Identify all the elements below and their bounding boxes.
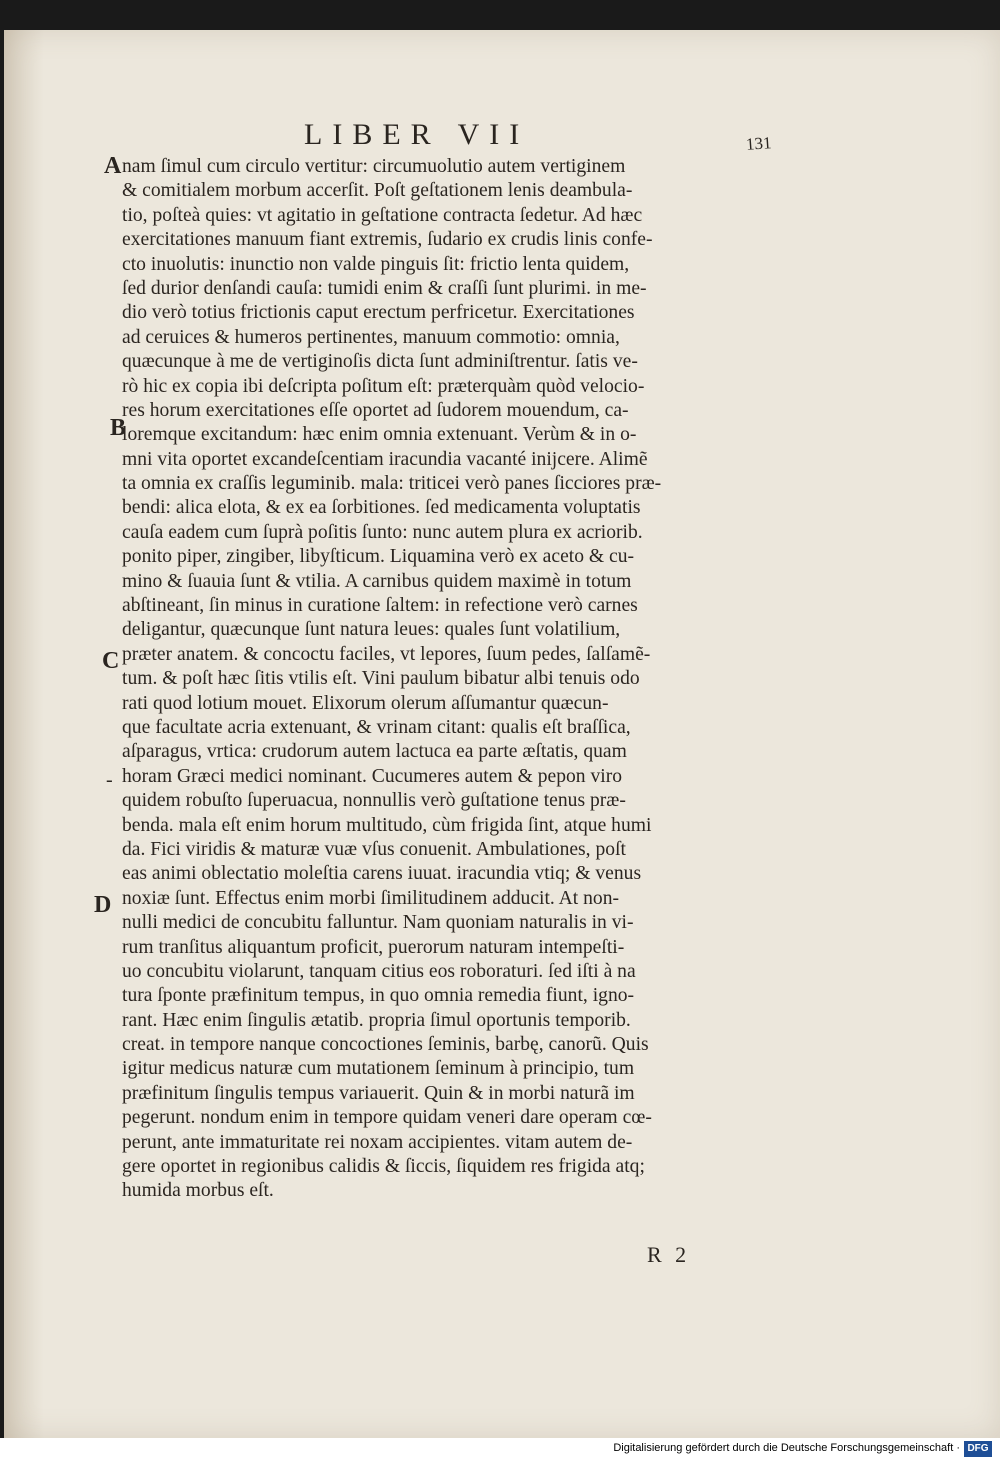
margin-marker-c: C xyxy=(102,648,120,674)
text-line: quæcunque à me de vertiginoſis dicta ſunt adminiſtrentur. ſatis ve- xyxy=(122,351,638,373)
text-line: exercitationes manuum fiant extremis, ſudario ex crudis linis confe- xyxy=(122,229,653,251)
text-line: dio verò totius frictionis caput erectum perfricetur. Exercitationes xyxy=(122,302,635,324)
text-line: deligantur, quæcunque ſunt natura leues: quales ſunt volatilium, xyxy=(122,619,621,641)
text-line: rant. Hæc enim ſingulis ætatib. propria ſimul oportunis temporib. xyxy=(122,1009,631,1031)
body-text xyxy=(122,155,802,1204)
text-line: creat. in tempore nanque concoctiones ſeminis, barbę, canorũ. Quis xyxy=(122,1034,649,1056)
text-line: ſed durior denſandi cauſa: tumidi enim & craſſi ſunt plurimi. in me- xyxy=(122,277,647,299)
book-page: LIBER VII 131 A B C D - nam ſimul cum circulo vertitur: circumuolutio autem vertiginem & comitialem morbum accerſit. Poſt geſtationem lenis deambula- tio, poſteà quies: vt agitatio in geſtatione contracta ſedetur. Ad hæc exercitationes manuum fiant extremis, ſudario ex crudis linis confe- cto inuolutis: inunctio non valde pinguis ſit: frictio lenta quidem, ſed durior denſandi cauſa: tumidi enim & craſſi ſunt plurimi. in me- dio verò totius frictionis caput erectum perfricetur. Exercitationes ad ceruices & humeros pertinentes, manuum commotio: omnia, quæcunque à me de vertiginoſis dicta ſunt adminiſtrentur. ſatis ve- rò hic ex copia ibi deſcripta poſitum eſt: præterquàm quòd velocio- res horum exercitationes eſſe oportet ad ſudorem mouendum, ca- loremque excitandum: hæc enim omnia extenuant. Verùm & in o- mni vita oportet excandeſcentiam iracundia vacanté inijcere. Alimẽ ta omnia ex craſſis leguminib. mala: triticei verò panes ſicciores præ- bendi: alica elota, & ex ea ſorbitiones. ſed medicamenta voluptatis cauſa eadem cum ſuprà poſitis ſunto: nunc autem plura ex acriorib. ponito piper, zingiber, libyſticum. Liquamina verò ex aceto & cu- mino & ſuauia ſunt & vtilia. A carnibus quidem maximè in totum abſtineant, ſin minus in curatione ſaltem: in refectione verò carnes deligantur, quæcunque ſunt natura leues: quales ſunt volatilium, præter anatem. & concoctu faciles, vt lepores, ſuum pedes, ſalſamẽ- tum. & poſt hæc ſitis vtilis eſt. Vini paulum bibatur albi tenuis odo rati quod lotium mouet. Elixorum olerum aſſumantur quæcun- que facultate acria extenuant, & vrinam citant: qualis eſt braſſica, aſparagus, vrtica: crudorum autem lactuca ea parte æſtatis, quam horam Græci medici nominant. Cucumeres autem & pepon viro quidem robuſto ſuperuacua, nonnullis verò guſtatione tenus præ- benda. mala eſt enim horum multitudo, cùm frigida ſint, atque humi da. Fici viridis & maturæ vuæ vſus conuenit. Ambulationes, poſt eas animi oblectatio moleſtia carens iuuat. iracundia vtiq; & venus noxiæ ſunt. Effectus enim morbi ſimilitudinem adducit. At non- nulli medici de concubitu falluntur. Nam quoniam naturalis in vi- rum tranſitus aliquantum proficit, puerorum naturam intempeſti- uo concubitu violarunt, tanquam citius eos roboraturi. ſed iſti à na tura ſponte præfinitum tempus, in quo omnia remedia fiunt, igno- rant. Hæc enim ſingulis ætatib. propria ſimul oportunis temporib. creat. in tempore nanque concoctiones ſeminis, barbę, canorũ. Quis igitur medicus naturæ cum mutationem ſeminum à principio, tum præfinitum ſingulis tempus variauerit. Quin & in morbi naturã im pegerunt. nondum enim in tempore quidam veneri dare operam cœ- perunt, ante immaturitate rei noxam accipientes. vitam autem de- gere oportet in regionibus calidis & ſiccis, ſiquidem res frigida atq; humida morbus eſt. R 2 xyxy=(4,30,1000,1438)
text-line: gere oportet in regionibus calidis & ſiccis, ſiquidem res frigida atq; xyxy=(122,1156,645,1178)
text-line: pegerunt. nondum enim in tempore quidam veneri dare operam cœ- xyxy=(122,1107,652,1129)
text-line: cto inuolutis: inunctio non valde pinguis ſit: frictio lenta quidem, xyxy=(122,253,630,275)
text-line: eas animi oblectatio moleſtia carens iuuat. iracundia vtiq; & venus xyxy=(122,863,642,885)
text-line: tio, poſteà quies: vt agitatio in geſtatione contracta ſedetur. Ad hæc xyxy=(122,204,643,226)
text-line: perunt, ante immaturitate rei noxam accipientes. vitam autem de- xyxy=(122,1131,633,1153)
text-line: quidem robuſto ſuperuacua, nonnullis verò guſtatione tenus præ- xyxy=(122,790,626,812)
text-line: tum. & poſt hæc ſitis vtilis eſt. Vini paulum bibatur albi tenuis odo xyxy=(122,668,640,690)
text-line: bendi: alica elota, & ex ea ſorbitiones. ſed medicamenta voluptatis xyxy=(122,497,641,519)
text-line: rum tranſitus aliquantum proficit, puerorum naturam intempeſti- xyxy=(122,936,625,958)
margin-marker-b: B xyxy=(110,415,127,441)
text-line: nulli medici de concubitu falluntur. Nam quoniam naturalis in vi- xyxy=(122,912,634,934)
text-line: nam ſimul cum circulo vertitur: circumuolutio autem vertiginem xyxy=(122,156,626,177)
margin-marker-d: D xyxy=(94,892,112,918)
text-line: que facultate acria extenuant, & vrinam citant: qualis eſt braſſica, xyxy=(122,716,631,738)
text-line: rati quod lotium mouet. Elixorum olerum aſſumantur quæcun- xyxy=(122,692,609,714)
text-line: tura ſponte præfinitum tempus, in quo omnia remedia fiunt, igno- xyxy=(122,985,635,1007)
folio-number: 131 xyxy=(745,133,773,154)
text-line: loremque excitandum: hæc enim omnia extenuant. Verùm & in o- xyxy=(122,424,637,446)
running-head: LIBER VII xyxy=(304,118,530,151)
catchword: R 2 xyxy=(647,1242,691,1267)
text-line: aſparagus, vrtica: crudorum autem lactuca ea parte æſtatis, quam xyxy=(122,741,627,763)
funding-credit: Digitalisierung gefördert durch die Deutsche Forschungsgemeinschaft · xyxy=(613,1442,960,1454)
text-line: da. Fici viridis & maturæ vuæ vſus conuenit. Ambulationes, poſt xyxy=(122,838,626,860)
text-line: igitur medicus naturæ cum mutationem ſeminum à principio, tum xyxy=(122,1058,635,1080)
text-line: præter anatem. & concoctu faciles, vt lepores, ſuum pedes, ſalſamẽ- xyxy=(122,643,651,665)
text-line: benda. mala eſt enim horum multitudo, cùm frigida ſint, atque humi xyxy=(122,814,652,836)
text-line: mino & ſuauia ſunt & vtilia. A carnibus quidem maximè in totum xyxy=(122,570,632,592)
text-line: & comitialem morbum accerſit. Poſt geſtationem lenis deambula- xyxy=(122,180,633,202)
text-line: præfinitum ſingulis tempus variauerit. Quin & in morbi naturã im xyxy=(122,1082,635,1104)
text-line: abſtineant, ſin minus in curatione ſaltem: in refectione verò carnes xyxy=(122,595,638,617)
dfg-logo: DFG xyxy=(964,1441,992,1457)
margin-marker-a: A xyxy=(104,153,122,179)
text-line: humida morbus eſt. xyxy=(122,1180,274,1202)
text-line: mni vita oportet excandeſcentiam iracundia vacanté inijcere. Alimẽ xyxy=(122,448,648,470)
text-line: ponito piper, zingiber, libyſticum. Liquamina verò ex aceto & cu- xyxy=(122,546,635,568)
text-line: uo concubitu violarunt, tanquam citius eos roboraturi. ſed iſti à na xyxy=(122,960,636,982)
text-line: noxiæ ſunt. Effectus enim morbi ſimilitudinem adducit. At non- xyxy=(122,887,620,909)
text-line: cauſa eadem cum ſuprà poſitis ſunto: nunc autem plura ex acriorib. xyxy=(122,521,643,543)
text-line: ta omnia ex craſſis leguminib. mala: triticei verò panes ſicciores præ- xyxy=(122,473,662,495)
text-line: res horum exercitationes eſſe oportet ad ſudorem mouendum, ca- xyxy=(122,399,629,421)
text-line: ad ceruices & humeros pertinentes, manuum commotio: omnia, xyxy=(122,326,620,348)
text-line: horam Græci medici nominant. Cucumeres autem & pepon viro xyxy=(122,765,623,787)
text-line: rò hic ex copia ibi deſcripta poſitum eſt: præterquàm quòd velocio- xyxy=(122,375,645,397)
